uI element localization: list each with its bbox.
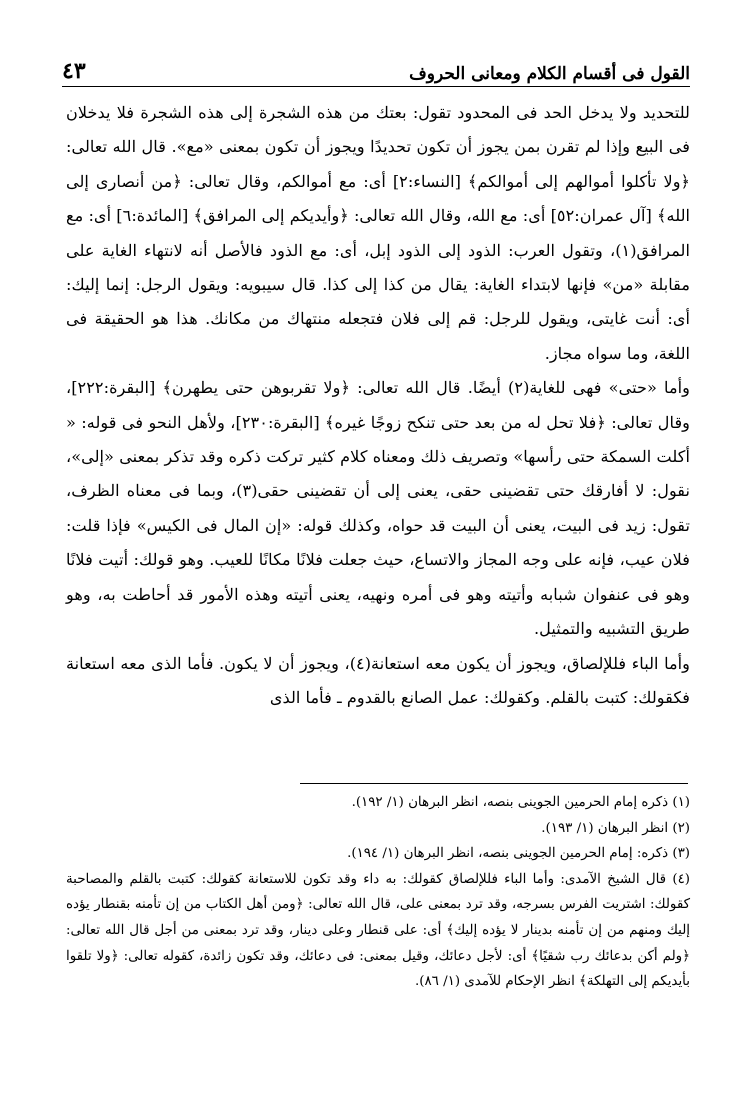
- paragraph-hatta: وأما «حتى» فهى للغاية(٢) أيضًا. قال الله تعالى: ﴿ولا تقربوهن حتى يطهرن﴾ [البقرة:٢٢٢]، وقال تعالى: ﴿فلا تحل له من بعد حتى تنكح زوجًا غيره﴾ [البقرة:٢٣٠]، ولأهل النحو فى قوله: « أكلت السمكة حتى رأسها» وتصريف ذلك ومعناه كلام كثير تركت ذكره وقد تذكر بمعنى «إلى»، نقول: لا أفارقك حتى تقضينى حقى، يعنى إلى أن تقضينى حقى(٣)، وبما فى معناه الظرف، تقول: زيد فى البيت، يعنى أن البيت قد حواه، وكذلك قوله: «إن المال فى الكيس» فإذا قلت: فلان عيب، فإنه على وجه المجاز والاتساع، حيث جعلت فلانًا مكانًا للعيب. وهو قولك: أتيت فلانًا وهو فى عنفوان شبابه وأتيته وهو فى أمره ونهيه، يعنى أتيته وهذه الأمور قد أحاطت به، وهو طريق التشبيه والتمثيل.: [66, 378, 691, 639]
- footnotes: [66, 790, 690, 995]
- page-header: [62, 54, 690, 84]
- header-rule: [62, 86, 690, 87]
- footnote-2: (٢) انظر البرهان (١/ ١٩٣).: [541, 820, 690, 836]
- footnote-4: (٤) قال الشيخ الآمدى: وأما الباء فللإلصاق كقولك: به داء وقد تكون للاستعانة كقولك: كتبت بالقلم والمصاحبة كقولك: اشتريت الفرس بسرجه، وقد ترد بمعنى على، قال الله تعالى: ﴿ومن أهل الكتاب من إن تأمنه بقنطار يؤده إليك ومنهم من إن تأمنه بدينار لا يؤده إليك﴾ أى: على قنطار وعلى دينار، وقد ترد بمعنى من أجل قال الله تعالى: ﴿ولم أكن بدعائك رب شقيًا﴾ أى: لأجل دعائك، وقيل بمعنى: فى دعائك، وقد تكون زائدة، كقوله تعالى: ﴿ولا تلقوا بأيديكم إلى التهلكة﴾ انظر الإحكام للآمدى (١/ ٨٦).: [66, 871, 690, 990]
- footnote-3: (٣) ذكره: إمام الحرمين الجوينى بنصه، انظر البرهان (١/ ١٩٤).: [347, 846, 690, 862]
- footnote-1: (١) ذكره إمام الحرمين الجوينى بنصه، انظر البرهان (١/ ١٩٢).: [351, 795, 690, 810]
- paragraph-ba: وأما الباء فللإلصاق، ويجوز أن يكون معه استعانة(٤)، ويجوز أن لا يكون. فأما الذى معه استعانة فكقولك: كتبت بالقلم. وكقولك: عمل الصانع بالقدوم ـ فأما الذى: [66, 653, 690, 707]
- footnote-rule: [300, 783, 688, 784]
- page-number: ٤٣: [62, 58, 86, 84]
- main-text: [66, 96, 690, 715]
- running-title: القول فى أقسام الكلام ومعانى الحروف: [409, 64, 690, 84]
- paragraph-ila: للتحديد ولا يدخل الحد فى المحدود تقول: بعتك من هذه الشجرة إلى هذه الشجرة فلا يدخلان فى البيع وإذا لم تقرن بمن يجوز أن تكون تحديدًا ويجوز أن تكون بمعنى «مع». قال الله تعالى: ﴿ولا تأكلوا أموالهم إلى أموالكم﴾ [النساء:٢] أى: مع أموالكم، وقال تعالى: ﴿من أنصارى إلى الله﴾ [آل عمران:٥٢] أى: مع الله، وقال الله تعالى: ﴿وأيديكم إلى المرافق﴾ [المائدة:٦] أى: مع المرافق(١)، وتقول العرب: الذود إلى الذود إبل، أى: مع الذود فالأصل أنه لانتهاء الغاية على مقابلة «من» فإنها لابتداء الغاية: يقال من كذا إلى كذا. قال سيبويه: ويقول الرجل: إنما إليك: أى: أنت غايتى، ويقول للرجل: قم إلى فلان فتجعله منتهاك من مكانك. هذا هو الحقيقة فى اللغة، وما سواه مجاز.: [66, 103, 691, 363]
